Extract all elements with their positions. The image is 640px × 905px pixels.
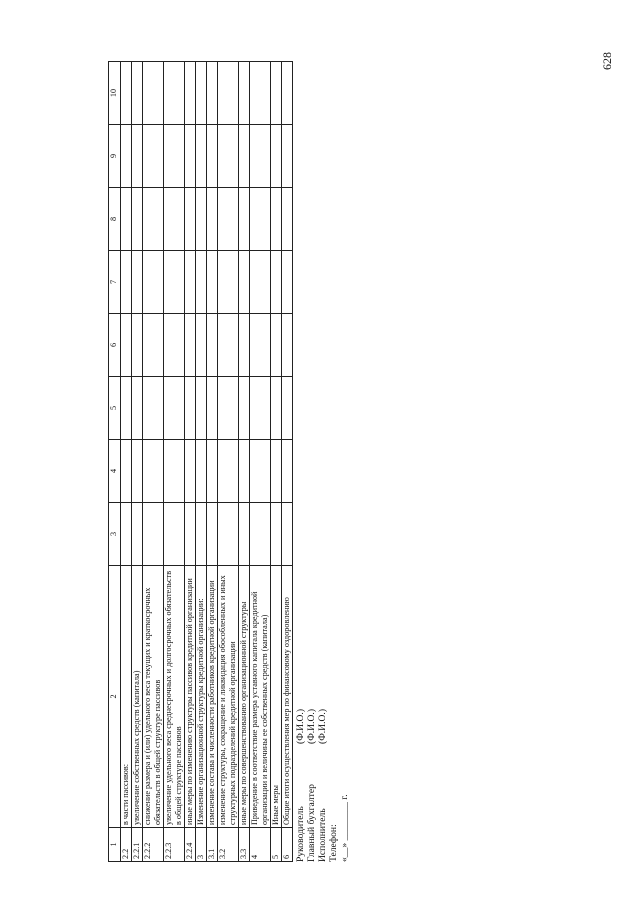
row-number: 5 [271,828,282,862]
col-header-4: 4 [109,440,121,503]
empty-cell-col-7 [282,251,293,314]
empty-cell-col-7 [121,251,132,314]
empty-cell-col-5 [132,377,143,440]
empty-cell-col-8 [218,188,239,251]
empty-cell-col-4 [282,440,293,503]
empty-cell-col-5 [218,377,239,440]
empty-cell-col-9 [121,125,132,188]
empty-cell-col-4 [218,440,239,503]
empty-cell-col-7 [271,251,282,314]
empty-cell-col-5 [282,377,293,440]
phone-label: Телефон: [328,824,339,862]
empty-cell-col-3 [143,503,164,566]
empty-cell-col-7 [196,251,207,314]
signature-label: Главный бухгалтер [306,784,317,862]
row-number: 2.2 [121,828,132,862]
empty-cell-col-9 [282,125,293,188]
table-row [207,62,218,862]
empty-cell-col-9 [271,125,282,188]
empty-cell-col-7 [218,251,239,314]
empty-cell-col-9 [250,125,271,188]
empty-cell-col-6 [132,314,143,377]
header-row [109,62,121,862]
empty-cell-col-4 [207,440,218,503]
empty-cell-col-3 [164,503,185,566]
empty-cell-col-10 [239,62,250,125]
empty-cell-col-6 [121,314,132,377]
empty-cell-col-10 [164,62,185,125]
col-header-2: 2 [109,566,121,828]
empty-cell-col-9 [196,125,207,188]
phone-row [328,62,339,862]
table-row [250,62,271,862]
col-header-9: 9 [109,125,121,188]
empty-cell-col-6 [218,314,239,377]
empty-cell-col-3 [132,503,143,566]
page-number: 628 [600,52,614,70]
empty-cell-col-4 [132,440,143,503]
row-description: иные меры по изменению структуры пассивов кредитной организации [185,566,196,828]
empty-cell-col-4 [143,440,164,503]
empty-cell-col-10 [271,62,282,125]
signature-label: Руководитель [295,806,306,862]
row-number: 2.2.3 [164,828,185,862]
empty-cell-col-10 [132,62,143,125]
empty-cell-col-8 [207,188,218,251]
empty-cell-col-5 [143,377,164,440]
row-number: 3 [196,828,207,862]
row-number: 2.2.2 [143,828,164,862]
empty-cell-col-6 [143,314,164,377]
empty-cell-col-7 [239,251,250,314]
table-row [239,62,250,862]
signature-fio: (Ф.И.О.) [317,708,328,744]
row-number: 3.1 [207,828,218,862]
empty-cell-col-3 [196,503,207,566]
empty-cell-col-8 [132,188,143,251]
empty-cell-col-6 [271,314,282,377]
row-description: Приведение в соответствие размера уставного капитала кредитной организации и величины ее собственных средств (капитала) [250,566,271,828]
empty-cell-col-6 [282,314,293,377]
empty-cell-col-10 [196,62,207,125]
empty-cell-col-9 [207,125,218,188]
row-number: 2.2.1 [132,828,143,862]
empty-cell-col-10 [185,62,196,125]
empty-cell-col-3 [121,503,132,566]
empty-cell-col-5 [164,377,185,440]
empty-cell-col-4 [121,440,132,503]
row-description: изменение состава и численности работников кредитной организации [207,566,218,828]
empty-cell-col-5 [239,377,250,440]
table-row [121,62,132,862]
table-row [218,62,239,862]
empty-cell-col-5 [121,377,132,440]
empty-cell-col-6 [239,314,250,377]
row-number: 3.3 [239,828,250,862]
empty-cell-col-6 [164,314,185,377]
empty-cell-col-9 [132,125,143,188]
empty-cell-col-6 [196,314,207,377]
empty-cell-col-5 [271,377,282,440]
empty-cell-col-8 [185,188,196,251]
table-row [132,62,143,862]
signature-row [317,62,328,862]
table-row [271,62,282,862]
empty-cell-col-5 [250,377,271,440]
empty-cell-col-3 [250,503,271,566]
empty-cell-col-8 [282,188,293,251]
signatures-block [295,62,350,862]
empty-cell-col-6 [207,314,218,377]
signature-row [295,62,306,862]
empty-cell-col-7 [185,251,196,314]
row-description: увеличение удельного веса среднесрочных и долгосрочных обязательств в общей структуре пассивов [164,566,185,828]
empty-cell-col-10 [143,62,164,125]
col-header-6: 6 [109,314,121,377]
row-description: увеличение собственных средств (капитала) [132,566,143,828]
empty-cell-col-8 [143,188,164,251]
empty-cell-col-4 [185,440,196,503]
empty-cell-col-8 [271,188,282,251]
col-header-3: 3 [109,503,121,566]
empty-cell-col-5 [207,377,218,440]
empty-cell-col-3 [239,503,250,566]
date-line: «__» ________ г. [339,794,350,862]
table-row [185,62,196,862]
empty-cell-col-10 [218,62,239,125]
col-header-5: 5 [109,377,121,440]
row-description: Иные меры [271,566,282,828]
empty-cell-col-7 [132,251,143,314]
empty-cell-col-9 [185,125,196,188]
empty-cell-col-8 [121,188,132,251]
empty-cell-col-5 [196,377,207,440]
row-description: изменение структуры, сокращение и ликвидация обособленных и иных структурных подразделений кредитной организации [218,566,239,828]
empty-cell-col-10 [282,62,293,125]
empty-cell-col-7 [143,251,164,314]
empty-cell-col-3 [271,503,282,566]
empty-cell-col-8 [196,188,207,251]
empty-cell-col-7 [164,251,185,314]
row-description: снижение размера и (или) удельного веса текущих и краткосрочных обязательств в общей структуре пассивов [143,566,164,828]
row-description: в части пассивов: [121,566,132,828]
row-description: Общие итоги осуществления мер по финансовому оздоровлению [282,566,293,828]
row-number: 2.2.4 [185,828,196,862]
empty-cell-col-10 [121,62,132,125]
rotated-form [108,62,623,862]
table-row [164,62,185,862]
empty-cell-col-5 [185,377,196,440]
empty-cell-col-6 [185,314,196,377]
row-number: 4 [250,828,271,862]
empty-cell-col-10 [207,62,218,125]
col-header-1: 1 [109,828,121,862]
measures-table [108,61,293,862]
table-row [196,62,207,862]
empty-cell-col-9 [239,125,250,188]
signature-fio: (Ф.И.О.) [306,708,317,744]
empty-cell-col-10 [250,62,271,125]
empty-cell-col-4 [164,440,185,503]
empty-cell-col-8 [250,188,271,251]
empty-cell-col-8 [239,188,250,251]
empty-cell-col-9 [218,125,239,188]
col-header-7: 7 [109,251,121,314]
date-row [339,62,350,862]
empty-cell-col-7 [250,251,271,314]
row-number: 6 [282,828,293,862]
empty-cell-col-3 [282,503,293,566]
empty-cell-col-9 [143,125,164,188]
empty-cell-col-4 [271,440,282,503]
empty-cell-col-4 [239,440,250,503]
col-header-10: 10 [109,62,121,125]
col-header-8: 8 [109,188,121,251]
empty-cell-col-7 [207,251,218,314]
signature-label: Исполнитель [317,808,328,862]
empty-cell-col-9 [164,125,185,188]
empty-cell-col-4 [250,440,271,503]
table-row [282,62,293,862]
signature-row [306,62,317,862]
empty-cell-col-8 [164,188,185,251]
empty-cell-col-4 [196,440,207,503]
row-description: Изменение организационной структуры кредитной организации: [196,566,207,828]
empty-cell-col-3 [185,503,196,566]
empty-cell-col-6 [250,314,271,377]
table-row [143,62,164,862]
row-description: иные меры по совершенствованию организационной структуры [239,566,250,828]
empty-cell-col-3 [207,503,218,566]
signature-fio: (Ф.И.О.) [295,708,306,744]
row-number: 3.2 [218,828,239,862]
empty-cell-col-3 [218,503,239,566]
